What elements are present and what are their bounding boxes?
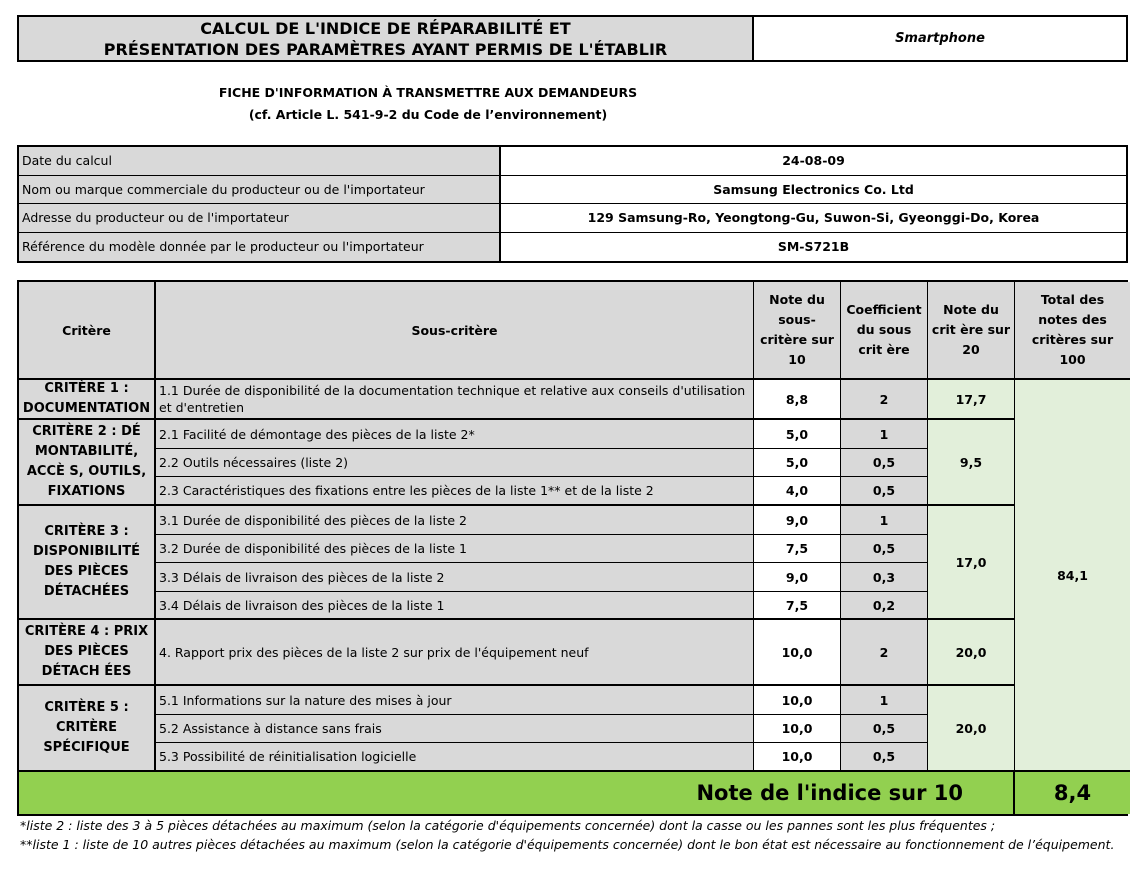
subcriterion-label: 4. Rapport prix des pièces de la liste 2 sur prix de l'équipement neuf <box>156 620 754 686</box>
info-value: 24-08-09 <box>782 153 845 169</box>
subcriterion-label: 3.2 Durée de disponibilité des pièces de la liste 1 <box>156 535 754 563</box>
subcriterion-coef: 1 <box>841 506 928 535</box>
subcriterion-note: 10,0 <box>754 715 841 743</box>
subcriterion-coef: 0,5 <box>841 477 928 506</box>
subcriterion-note: 4,0 <box>754 477 841 506</box>
subcriterion-note: 5,0 <box>754 449 841 477</box>
subcriterion-note: 9,0 <box>754 506 841 535</box>
criterion-2-score: 9,5 <box>928 420 1015 506</box>
total-score: 84,1 <box>1015 380 1130 772</box>
subcriterion-coef: 1 <box>841 686 928 715</box>
subcriterion-coef: 0,5 <box>841 715 928 743</box>
device-type: Smartphone <box>752 15 1128 62</box>
info-value: SM-S721B <box>777 239 850 255</box>
subcriterion-coef: 0,5 <box>841 743 928 772</box>
criterion-4-score: 20,0 <box>928 620 1015 686</box>
subcriterion-coef: 0,2 <box>841 592 928 620</box>
subcriterion-coef: 0,5 <box>841 449 928 477</box>
final-index-value: 8,4 <box>1015 772 1130 814</box>
subcriterion-label: 5.3 Possibilité de réinitialisation logicielle <box>156 743 754 772</box>
subcriterion-note: 10,0 <box>754 743 841 772</box>
header-total: Total des notes des critères sur 100 <box>1015 282 1130 380</box>
header-note-crit: Note du crit ère sur 20 <box>928 282 1015 380</box>
info-value: Samsung Electronics Co. Ltd <box>713 181 914 197</box>
criterion-5-name: CRITÈRE 5 : CRITÈRE SPÉCIFIQUE <box>19 686 156 772</box>
title-line-1: CALCUL DE L'INDICE DE RÉPARABILITÉ ET <box>200 19 571 38</box>
score-table <box>17 280 1128 816</box>
info-value: 129 Samsung-Ro, Yeongtong-Gu, Suwon-Si, Gyeonggi-Do, Korea <box>587 210 1040 226</box>
info-table <box>17 145 1128 263</box>
subcriterion-label: 3.3 Délais de livraison des pièces de la liste 2 <box>156 563 754 592</box>
subcriterion-label: 2.3 Caractéristiques des fixations entre les pièces de la liste 1** et de la liste 2 <box>156 477 754 506</box>
info-label: Référence du modèle donnée par le producteur ou l'importateur <box>19 233 501 262</box>
info-label: Adresse du producteur ou de l'importateur <box>19 204 501 232</box>
subcriterion-note: 8,8 <box>754 380 841 420</box>
header-sous-critere: Sous-critère <box>156 282 754 380</box>
subcriterion-label: 2.1 Facilité de démontage des pièces de la liste 2* <box>156 420 754 449</box>
subcriterion-note: 10,0 <box>754 686 841 715</box>
subcriterion-label: 5.1 Informations sur la nature des mises à jour <box>156 686 754 715</box>
info-row <box>19 147 1126 176</box>
subcriterion-label: 3.4 Délais de livraison des pièces de la liste 1 <box>156 592 754 620</box>
subcriterion-coef: 0,5 <box>841 535 928 563</box>
subcriterion-coef: 2 <box>841 620 928 686</box>
info-label: Nom ou marque commerciale du producteur ou de l'importateur <box>19 176 501 204</box>
subcriterion-note: 7,5 <box>754 535 841 563</box>
subcriterion-note: 5,0 <box>754 420 841 449</box>
footnote-list-1: **liste 1 : liste de 10 autres pièces détachées au maximum (selon la catégorie d'équipements concernée) dont le bon état est nécessaire au fonctionnement de l’équipement. <box>20 837 1115 852</box>
criterion-4-name: CRITÈRE 4 : PRIX DES PIÈCES DÉTACH ÉES <box>19 620 156 686</box>
subcriterion-coef: 0,3 <box>841 563 928 592</box>
subtitle-line-2: (cf. Article L. 541-9-2 du Code de l’environnement) <box>248 107 608 122</box>
subcriterion-note: 7,5 <box>754 592 841 620</box>
subcriterion-coef: 2 <box>841 380 928 420</box>
info-row <box>19 176 1126 205</box>
info-row <box>19 204 1126 233</box>
subcriterion-note: 10,0 <box>754 620 841 686</box>
subcriterion-label: 1.1 Durée de disponibilité de la documentation technique et relative aux conseils d'utilisation et d'entretien <box>156 380 754 420</box>
criterion-1-name: CRITÈRE 1 : DOCUMENTATION <box>19 380 156 420</box>
subcriterion-label: 3.1 Durée de disponibilité des pièces de la liste 2 <box>156 506 754 535</box>
header-note-sous: Note du sous-critère sur 10 <box>754 282 841 380</box>
header-critere: Critère <box>19 282 156 380</box>
subtitle-line-1: FICHE D'INFORMATION À TRANSMETTRE AUX DEMANDEURS <box>218 85 638 100</box>
final-index-label: Note de l'indice sur 10 <box>19 772 1015 814</box>
title-line-2: PRÉSENTATION DES PARAMÈTRES AYANT PERMIS DE L'ÉTABLIR <box>103 40 668 59</box>
criterion-3-name: CRITÈRE 3 : DISPONIBILITÉ DES PIÈCES DÉTACHÉES <box>19 506 156 620</box>
info-row <box>19 233 1126 262</box>
criterion-1-score: 17,7 <box>928 380 1015 420</box>
subcriterion-label: 5.2 Assistance à distance sans frais <box>156 715 754 743</box>
criterion-5-score: 20,0 <box>928 686 1015 772</box>
footnote-list-2: *liste 2 : liste des 3 à 5 pièces détachées au maximum (selon la catégorie d'équipements concernée) dont la casse ou les pannes sont les plus fréquentes ; <box>20 818 996 833</box>
criterion-2-name: CRITÈRE 2 : DÉ MONTABILITÉ, ACCÈ S, OUTILS, FIXATIONS <box>19 420 156 506</box>
criterion-3-score: 17,0 <box>928 506 1015 620</box>
header-coef: Coefficient du sous crit ère <box>841 282 928 380</box>
page-title <box>17 15 754 62</box>
info-label: Date du calcul <box>19 147 501 175</box>
subtitle <box>150 82 706 126</box>
subcriterion-label: 2.2 Outils nécessaires (liste 2) <box>156 449 754 477</box>
subcriterion-note: 9,0 <box>754 563 841 592</box>
subcriterion-coef: 1 <box>841 420 928 449</box>
